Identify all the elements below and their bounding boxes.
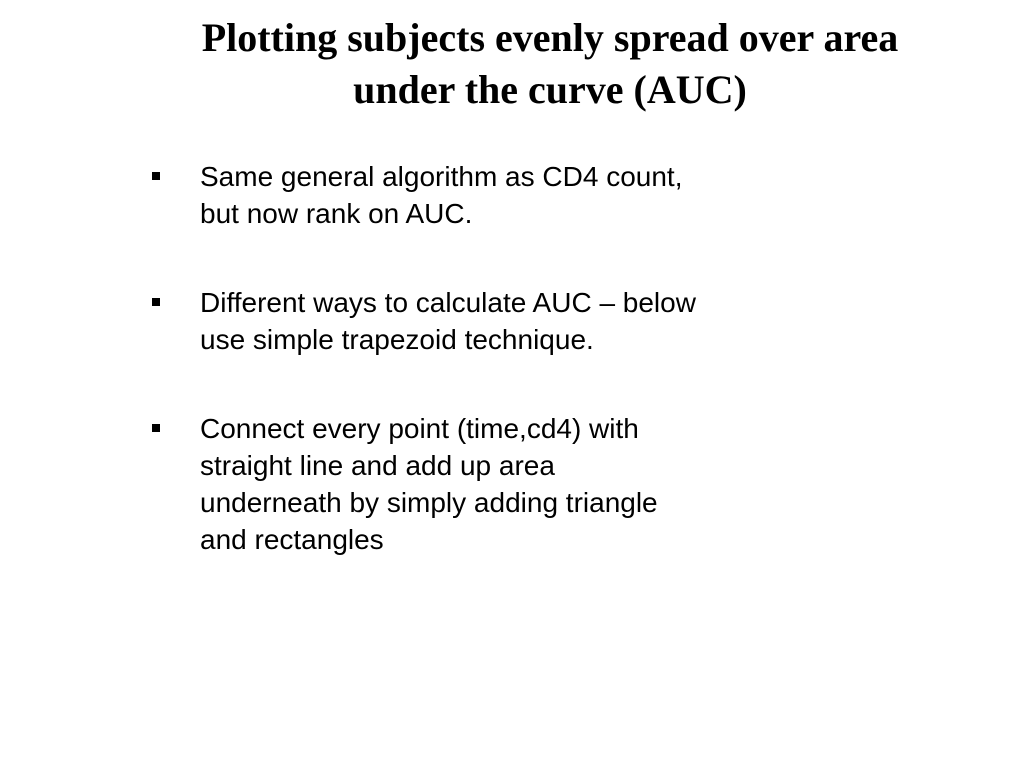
bullet-text-line: Same general algorithm as CD4 count, <box>200 161 683 192</box>
bullet-text-line: underneath by simply adding triangle <box>200 487 658 518</box>
square-bullet-icon <box>152 424 160 432</box>
bullet-text-line: straight line and add up area <box>200 450 555 481</box>
bullet-text-line: and rectangles <box>200 524 384 555</box>
slide-title-line: under the curve (AUC) <box>353 67 747 112</box>
bullet-list <box>148 158 828 558</box>
bullet-text-line: Different ways to calculate AUC – below <box>200 287 696 318</box>
bullet-text-line: but now rank on AUC. <box>200 198 473 229</box>
slide-title-line: Plotting subjects evenly spread over area <box>201 15 899 60</box>
bullet-item <box>148 158 828 232</box>
square-bullet-icon <box>152 172 160 180</box>
bullet-item <box>148 410 828 558</box>
bullet-text-line: use simple trapezoid technique. <box>200 324 594 355</box>
bullet-item <box>148 284 828 358</box>
bullet-text-line: Connect every point (time,cd4) with <box>200 413 639 444</box>
slide-title <box>110 12 990 116</box>
square-bullet-icon <box>152 298 160 306</box>
